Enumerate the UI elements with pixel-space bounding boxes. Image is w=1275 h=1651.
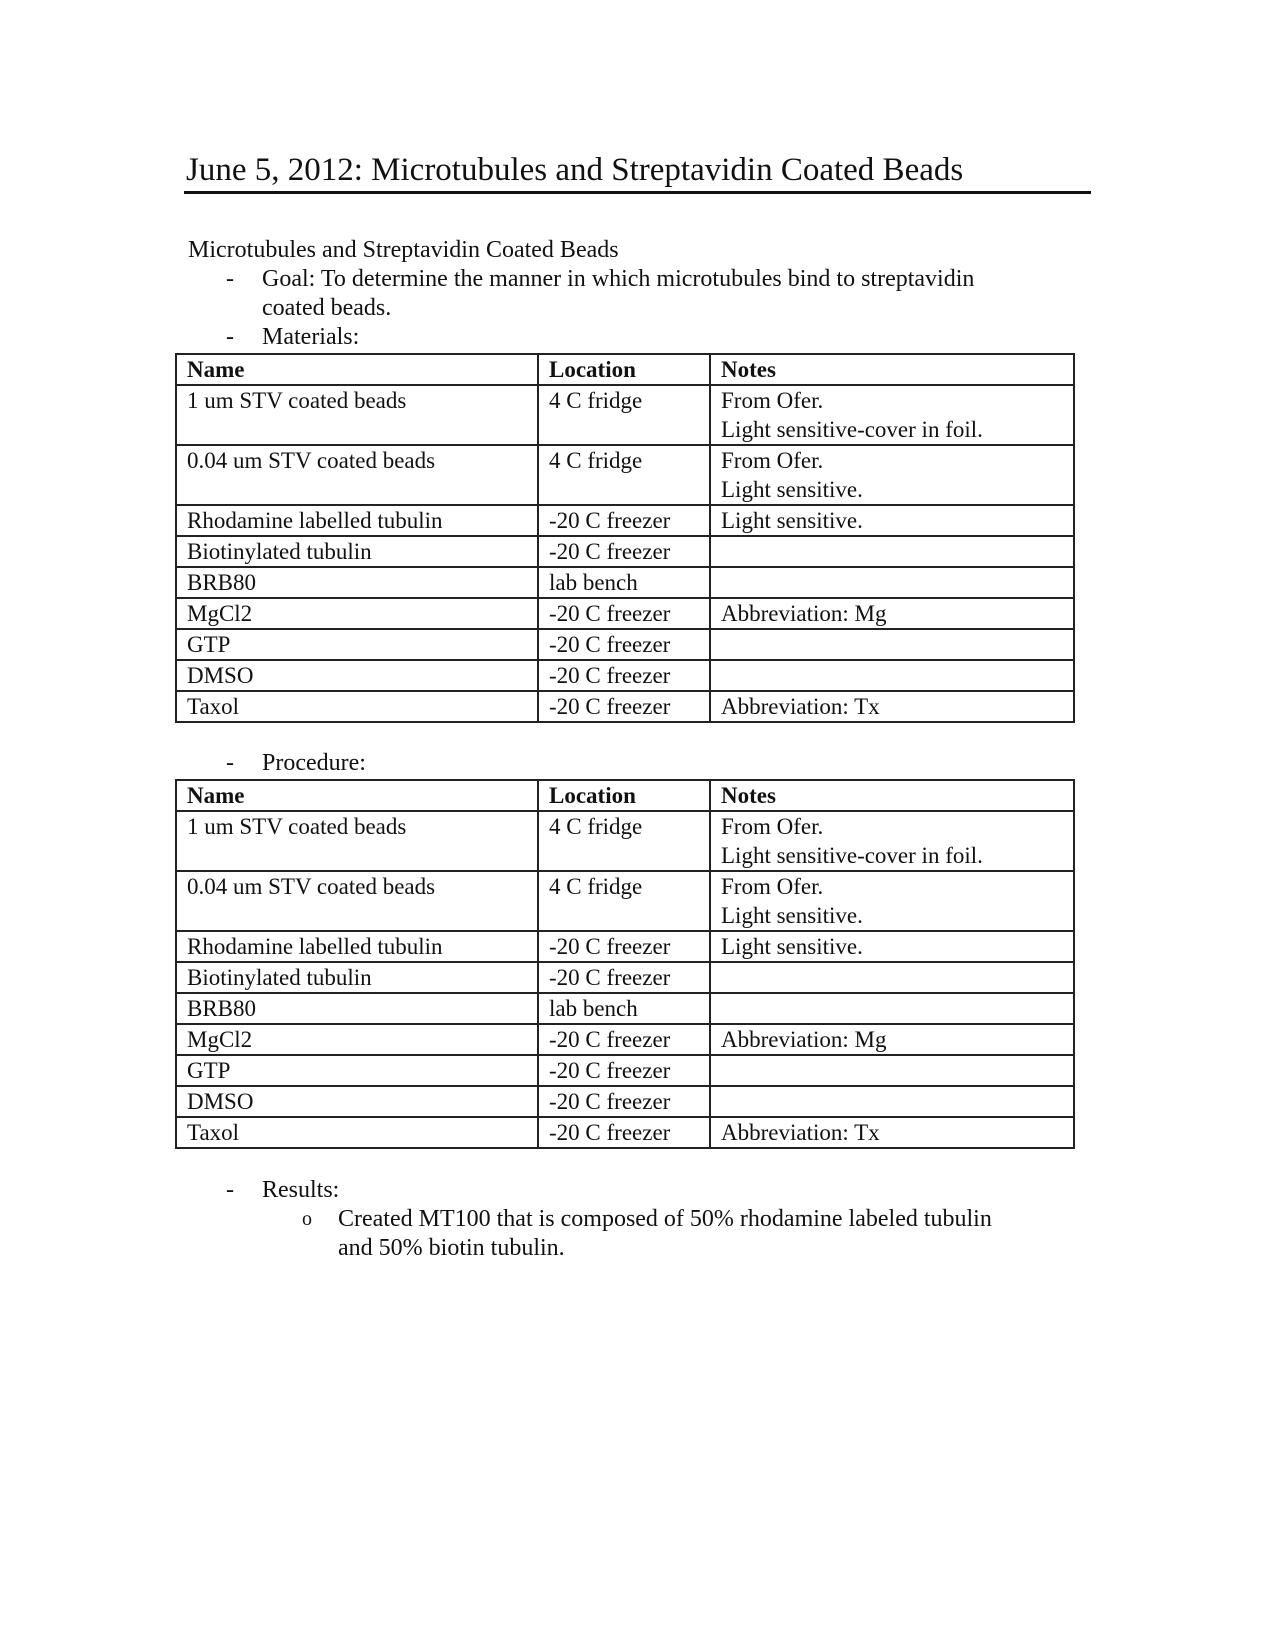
cell-notes (710, 445, 1074, 505)
note-line: From Ofer. (721, 814, 824, 839)
cell-name: Rhodamine labelled tubulin (176, 931, 538, 962)
section-heading: Microtubules and Streptavidin Coated Beads (188, 237, 619, 263)
column-header-location: Location (538, 354, 710, 385)
note-line: Light sensitive-cover in foil. (721, 417, 983, 442)
table-row (176, 567, 1074, 598)
cell-location: -20 C freezer (538, 931, 710, 962)
table-row (176, 660, 1074, 691)
cell-notes: Abbreviation: Tx (710, 1117, 1074, 1148)
note-line: Light sensitive. (721, 903, 863, 928)
table-row (176, 931, 1074, 962)
cell-name: 1 um STV coated beads (176, 811, 538, 871)
bullet-dash: - (226, 1177, 234, 1203)
table-row (176, 445, 1074, 505)
cell-notes (710, 962, 1074, 993)
cell-name: Biotinylated tubulin (176, 536, 538, 567)
results-label: Results: (262, 1177, 340, 1203)
cell-notes (710, 385, 1074, 445)
table-row (176, 1024, 1074, 1055)
bullet-dash: - (226, 324, 234, 350)
cell-location: -20 C freezer (538, 536, 710, 567)
table-row (176, 536, 1074, 567)
note-line: From Ofer. (721, 388, 824, 413)
cell-name: MgCl2 (176, 1024, 538, 1055)
materials-table (175, 353, 1075, 723)
cell-location: lab bench (538, 993, 710, 1024)
page-title: June 5, 2012: Microtubules and Streptavidin Coated Beads (186, 152, 964, 188)
cell-location: lab bench (538, 567, 710, 598)
cell-notes (710, 660, 1074, 691)
column-header-notes: Notes (710, 780, 1074, 811)
column-header-location: Location (538, 780, 710, 811)
table-row (176, 1055, 1074, 1086)
cell-location: -20 C freezer (538, 962, 710, 993)
cell-notes: Abbreviation: Mg (710, 598, 1074, 629)
note-line: Light sensitive-cover in foil. (721, 843, 983, 868)
cell-name: Rhodamine labelled tubulin (176, 505, 538, 536)
note-line: From Ofer. (721, 448, 824, 473)
column-header-name: Name (176, 354, 538, 385)
title-underline (184, 191, 1091, 194)
cell-location: 4 C fridge (538, 811, 710, 871)
cell-notes (710, 1086, 1074, 1117)
cell-name: Biotinylated tubulin (176, 962, 538, 993)
cell-notes (710, 567, 1074, 598)
table-row (176, 811, 1074, 871)
results-text-line2: and 50% biotin tubulin. (338, 1235, 565, 1261)
cell-location: 4 C fridge (538, 445, 710, 505)
cell-notes (710, 1055, 1074, 1086)
column-header-notes: Notes (710, 354, 1074, 385)
note-line: From Ofer. (721, 874, 824, 899)
note-line: Light sensitive. (721, 477, 863, 502)
table-header-row (176, 780, 1074, 811)
cell-notes (710, 536, 1074, 567)
cell-name: BRB80 (176, 567, 538, 598)
table-row (176, 598, 1074, 629)
table-row (176, 691, 1074, 722)
sub-bullet-circle: o (302, 1208, 312, 1230)
table-row (176, 1086, 1074, 1117)
cell-location: -20 C freezer (538, 598, 710, 629)
table-row (176, 871, 1074, 931)
table-row (176, 1117, 1074, 1148)
cell-name: MgCl2 (176, 598, 538, 629)
cell-name: BRB80 (176, 993, 538, 1024)
table-row (176, 962, 1074, 993)
bullet-dash: - (226, 750, 234, 776)
procedure-table (175, 779, 1075, 1149)
bullet-dash: - (226, 266, 234, 292)
cell-location: -20 C freezer (538, 629, 710, 660)
cell-notes (710, 811, 1074, 871)
cell-location: 4 C fridge (538, 871, 710, 931)
cell-notes: Light sensitive. (710, 931, 1074, 962)
procedure-label: Procedure: (262, 750, 366, 776)
column-header-name: Name (176, 780, 538, 811)
cell-location: -20 C freezer (538, 505, 710, 536)
cell-notes: Abbreviation: Tx (710, 691, 1074, 722)
cell-location: -20 C freezer (538, 1055, 710, 1086)
materials-label: Materials: (262, 324, 360, 350)
cell-location: -20 C freezer (538, 1117, 710, 1148)
cell-notes: Light sensitive. (710, 505, 1074, 536)
cell-notes (710, 993, 1074, 1024)
cell-notes: Abbreviation: Mg (710, 1024, 1074, 1055)
cell-notes (710, 629, 1074, 660)
cell-name: DMSO (176, 1086, 538, 1117)
cell-location: 4 C fridge (538, 385, 710, 445)
table-row (176, 385, 1074, 445)
cell-name: Taxol (176, 1117, 538, 1148)
cell-name: GTP (176, 1055, 538, 1086)
goal-text-line1: Goal: To determine the manner in which microtubules bind to streptavidin (262, 266, 975, 292)
cell-name: GTP (176, 629, 538, 660)
cell-name: 1 um STV coated beads (176, 385, 538, 445)
cell-location: -20 C freezer (538, 660, 710, 691)
table-row (176, 505, 1074, 536)
cell-name: 0.04 um STV coated beads (176, 445, 538, 505)
goal-text-line2: coated beads. (262, 295, 392, 321)
cell-location: -20 C freezer (538, 1024, 710, 1055)
table-header-row (176, 354, 1074, 385)
table-row (176, 629, 1074, 660)
cell-name: DMSO (176, 660, 538, 691)
cell-location: -20 C freezer (538, 691, 710, 722)
table-row (176, 993, 1074, 1024)
cell-notes (710, 871, 1074, 931)
cell-name: Taxol (176, 691, 538, 722)
results-text-line1: Created MT100 that is composed of 50% rhodamine labeled tubulin (338, 1206, 992, 1232)
cell-name: 0.04 um STV coated beads (176, 871, 538, 931)
cell-location: -20 C freezer (538, 1086, 710, 1117)
